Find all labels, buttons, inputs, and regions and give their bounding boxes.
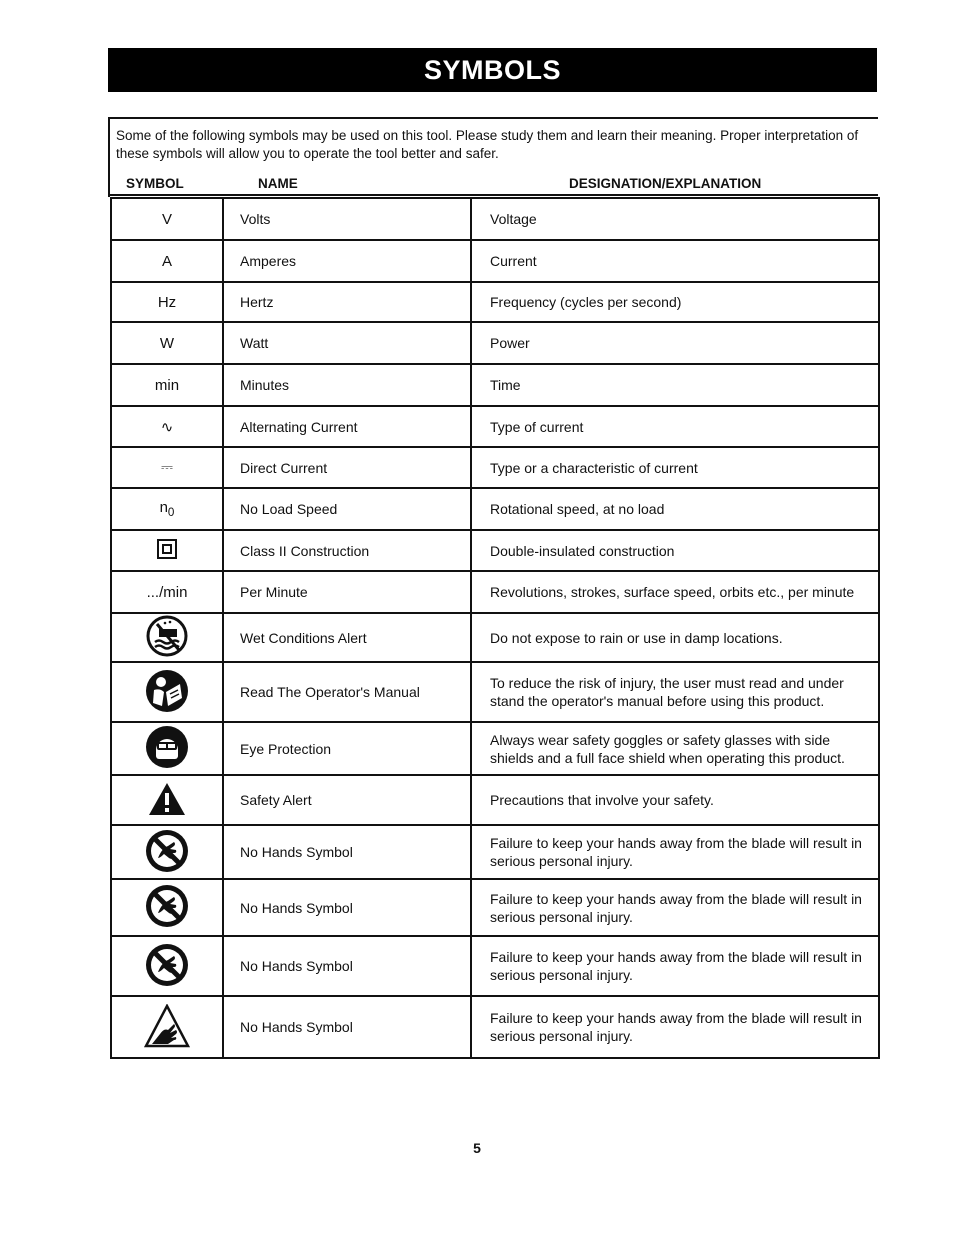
symbol-cell — [111, 936, 223, 996]
symbol-cell — [111, 406, 223, 447]
table-row — [111, 996, 879, 1058]
name-cell: Alternating Current — [223, 406, 471, 447]
symbol-cell — [111, 996, 223, 1058]
eye-protection-icon — [144, 724, 190, 773]
table-row — [111, 530, 879, 571]
header-designation: DESIGNATION/EXPLANATION — [569, 176, 762, 191]
name-cell: Eye Protection — [223, 722, 471, 775]
table-row — [111, 613, 879, 662]
designation-cell: Voltage — [471, 198, 879, 240]
name-cell: No Hands Symbol — [223, 996, 471, 1058]
wet-conditions-icon — [145, 614, 189, 661]
table-row — [111, 406, 879, 447]
symbol-cell — [111, 447, 223, 488]
symbol-subscript: 0 — [167, 505, 175, 519]
symbols-table — [110, 197, 880, 1059]
page-number: 5 — [473, 1140, 481, 1156]
symbol-text: n — [159, 499, 168, 517]
table-row — [111, 825, 879, 879]
name-cell: Minutes — [223, 364, 471, 406]
designation-cell: Failure to keep your hands away from the blade will result in serious personal injury. — [471, 996, 879, 1058]
symbol-text: A — [161, 252, 172, 270]
header-name: NAME — [258, 176, 298, 191]
symbol-cell — [111, 879, 223, 936]
designation-cell: Type of current — [471, 406, 879, 447]
table-row — [111, 198, 879, 240]
designation-cell: Revolutions, strokes, surface speed, orbits etc., per minute — [471, 571, 879, 613]
designation-cell: Power — [471, 322, 879, 364]
name-cell: Amperes — [223, 240, 471, 282]
table-row — [111, 775, 879, 825]
hand-warning-icon — [144, 1004, 190, 1051]
table-row — [111, 662, 879, 722]
table-row — [111, 364, 879, 406]
symbol-cell — [111, 613, 223, 662]
box-left-border — [108, 117, 110, 197]
table-row — [111, 936, 879, 996]
table-row — [111, 322, 879, 364]
designation-cell: Type or a characteristic of current — [471, 447, 879, 488]
table-row — [111, 571, 879, 613]
symbol-text: .../min — [146, 583, 188, 601]
designation-cell: Frequency (cycles per second) — [471, 282, 879, 322]
table-row — [111, 282, 879, 322]
table-row — [111, 240, 879, 282]
symbol-cell — [111, 662, 223, 722]
designation-cell: Do not expose to rain or use in damp locations. — [471, 613, 879, 662]
name-cell: No Hands Symbol — [223, 936, 471, 996]
name-cell: Per Minute — [223, 571, 471, 613]
designation-cell: Precautions that involve your safety. — [471, 775, 879, 825]
read-manual-icon — [144, 668, 190, 717]
symbol-cell — [111, 571, 223, 613]
no-hands-icon — [144, 828, 190, 877]
designation-cell: Failure to keep your hands away from the blade will result in serious personal injury. — [471, 936, 879, 996]
header-divider — [108, 194, 878, 196]
name-cell: No Load Speed — [223, 488, 471, 530]
table-row — [111, 488, 879, 530]
symbol-text: min — [154, 376, 180, 394]
symbol-cell — [111, 825, 223, 879]
symbol-cell — [111, 322, 223, 364]
symbol-cell — [111, 488, 223, 530]
designation-cell: Time — [471, 364, 879, 406]
name-cell: Hertz — [223, 282, 471, 322]
symbol-cell — [111, 722, 223, 775]
designation-cell: Double-insulated construction — [471, 530, 879, 571]
symbol-text: Hz — [157, 293, 177, 311]
safety-alert-icon — [147, 781, 187, 820]
name-cell: Wet Conditions Alert — [223, 613, 471, 662]
class-ii-icon — [157, 539, 177, 562]
name-cell: Safety Alert — [223, 775, 471, 825]
table-row — [111, 447, 879, 488]
symbol-text: V — [161, 210, 172, 228]
symbol-text: ⎓ — [161, 459, 173, 476]
name-cell: Direct Current — [223, 447, 471, 488]
symbol-cell — [111, 530, 223, 571]
name-cell: Class II Construction — [223, 530, 471, 571]
no-hands-icon — [144, 883, 190, 932]
intro-text: Some of the following symbols may be used on this tool. Please study them and learn their meaning. Proper interpretation of these symbols will allow you to operate the tool better and safer. — [116, 128, 859, 161]
symbol-cell — [111, 240, 223, 282]
header-symbol: SYMBOL — [126, 176, 184, 191]
designation-cell: Rotational speed, at no load — [471, 488, 879, 530]
symbol-text: W — [159, 334, 175, 352]
symbol-cell — [111, 775, 223, 825]
designation-cell: To reduce the risk of injury, the user must read and under stand the operator's manual before using this product. — [471, 662, 879, 722]
symbol-text: ∿ — [160, 418, 174, 436]
page-title: SYMBOLS — [108, 48, 877, 92]
name-cell: No Hands Symbol — [223, 825, 471, 879]
symbol-cell — [111, 198, 223, 240]
no-hands-icon — [144, 942, 190, 991]
designation-cell: Current — [471, 240, 879, 282]
designation-cell: Always wear safety goggles or safety glasses with side shields and a full face shield when operating this product. — [471, 722, 879, 775]
table-row — [111, 722, 879, 775]
table-row — [111, 879, 879, 936]
symbol-cell — [111, 282, 223, 322]
symbol-cell — [111, 364, 223, 406]
name-cell: No Hands Symbol — [223, 879, 471, 936]
designation-cell: Failure to keep your hands away from the blade will result in serious personal injury. — [471, 825, 879, 879]
designation-cell: Failure to keep your hands away from the blade will result in serious personal injury. — [471, 879, 879, 936]
box-top-border — [108, 117, 878, 119]
name-cell: Watt — [223, 322, 471, 364]
name-cell: Volts — [223, 198, 471, 240]
name-cell: Read The Operator's Manual — [223, 662, 471, 722]
